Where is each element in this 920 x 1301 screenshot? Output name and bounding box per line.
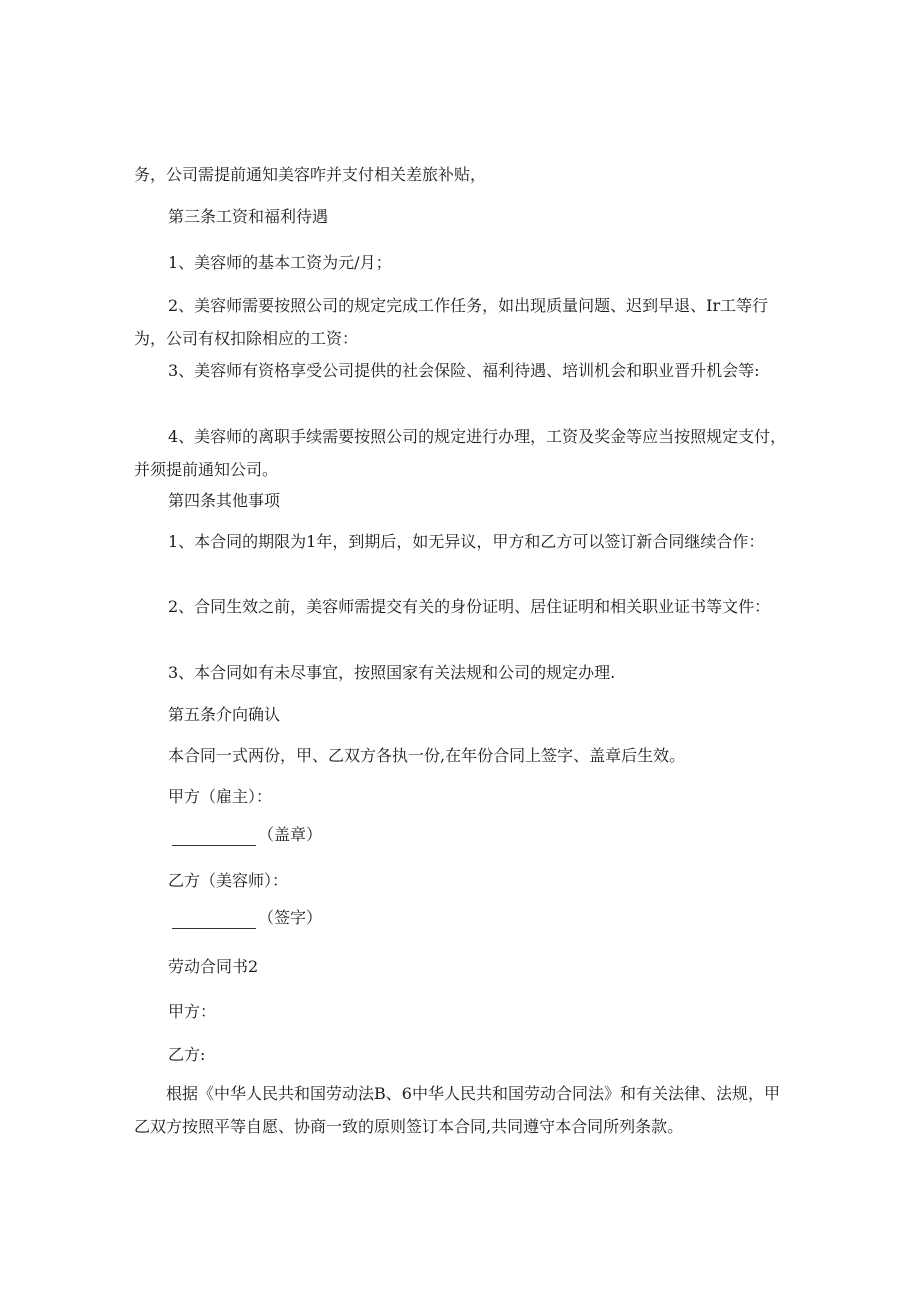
clause-4-3: 3、本合同如有未尽事宜，按照国家有关法规和公司的规定办理. — [168, 663, 616, 682]
clause-3-1: 1、美容师的基本工资为元/月； — [168, 253, 392, 272]
section-heading-3: 第三条工资和福利待遇 — [168, 207, 329, 226]
party-a-label: 甲方（雇主）： — [168, 787, 273, 806]
clause-3-3: 3、美容师有资格享受公司提供的社会保险、福利待遇、培训机会和职业晋升机会等: — [168, 361, 760, 380]
party-b-label: 乙方（美容师）： — [168, 871, 289, 890]
party-a-field: 甲方： — [168, 1002, 217, 1021]
clause-3-2: 2、美容师需要按照公司的规定完成工作任务，如出现质量问题、迟到早退、Ir工等行为，公司有权扣除相应的工资： — [134, 296, 769, 348]
clause-3-4: 4、美容师的离职手续需要按照公司的规定进行办理，工资及奖金等应当按照规定支付，并须提前通知公司。 — [134, 427, 787, 479]
signature-blank — [172, 912, 256, 929]
clause-4-2: 2、合同生效之前，美容师需提交有关的身份证明、居住证明和相关职业证书等文件： — [168, 597, 771, 616]
preamble-paragraph: 根据《中华人民共和国劳动法B、6中华人民共和国劳动合同法》和有关法律、法规，甲乙双方按照平等自愿、协商一致的原则签订本合同,共同遵守本合同所列条款。 — [134, 1084, 780, 1136]
paragraph-continuation: 务，公司需提前通知美容咋并支付相关差旅补贴， — [134, 165, 487, 184]
seal-label: （盖章） — [258, 825, 323, 844]
party-b-field: 乙方: — [168, 1045, 206, 1064]
clause-4-1: 1、本合同的期限为1年，到期后，如无异议，甲方和乙方可以签订新合同继续合作： — [168, 532, 765, 551]
signature-blank — [172, 829, 256, 846]
section-heading-5: 第五条介向确认 — [168, 705, 281, 724]
sign-label: （签字） — [258, 908, 323, 927]
party-a-seal-line — [172, 824, 322, 846]
document-title-2: 劳动合同书2 — [168, 957, 259, 976]
section-heading-4: 第四条其他事项 — [168, 491, 281, 510]
clause-5-1: 本合同一式两份，甲、乙双方各执一份,在年份合同上签字、盖章后生效。 — [168, 746, 686, 765]
party-b-sign-line — [172, 907, 322, 929]
